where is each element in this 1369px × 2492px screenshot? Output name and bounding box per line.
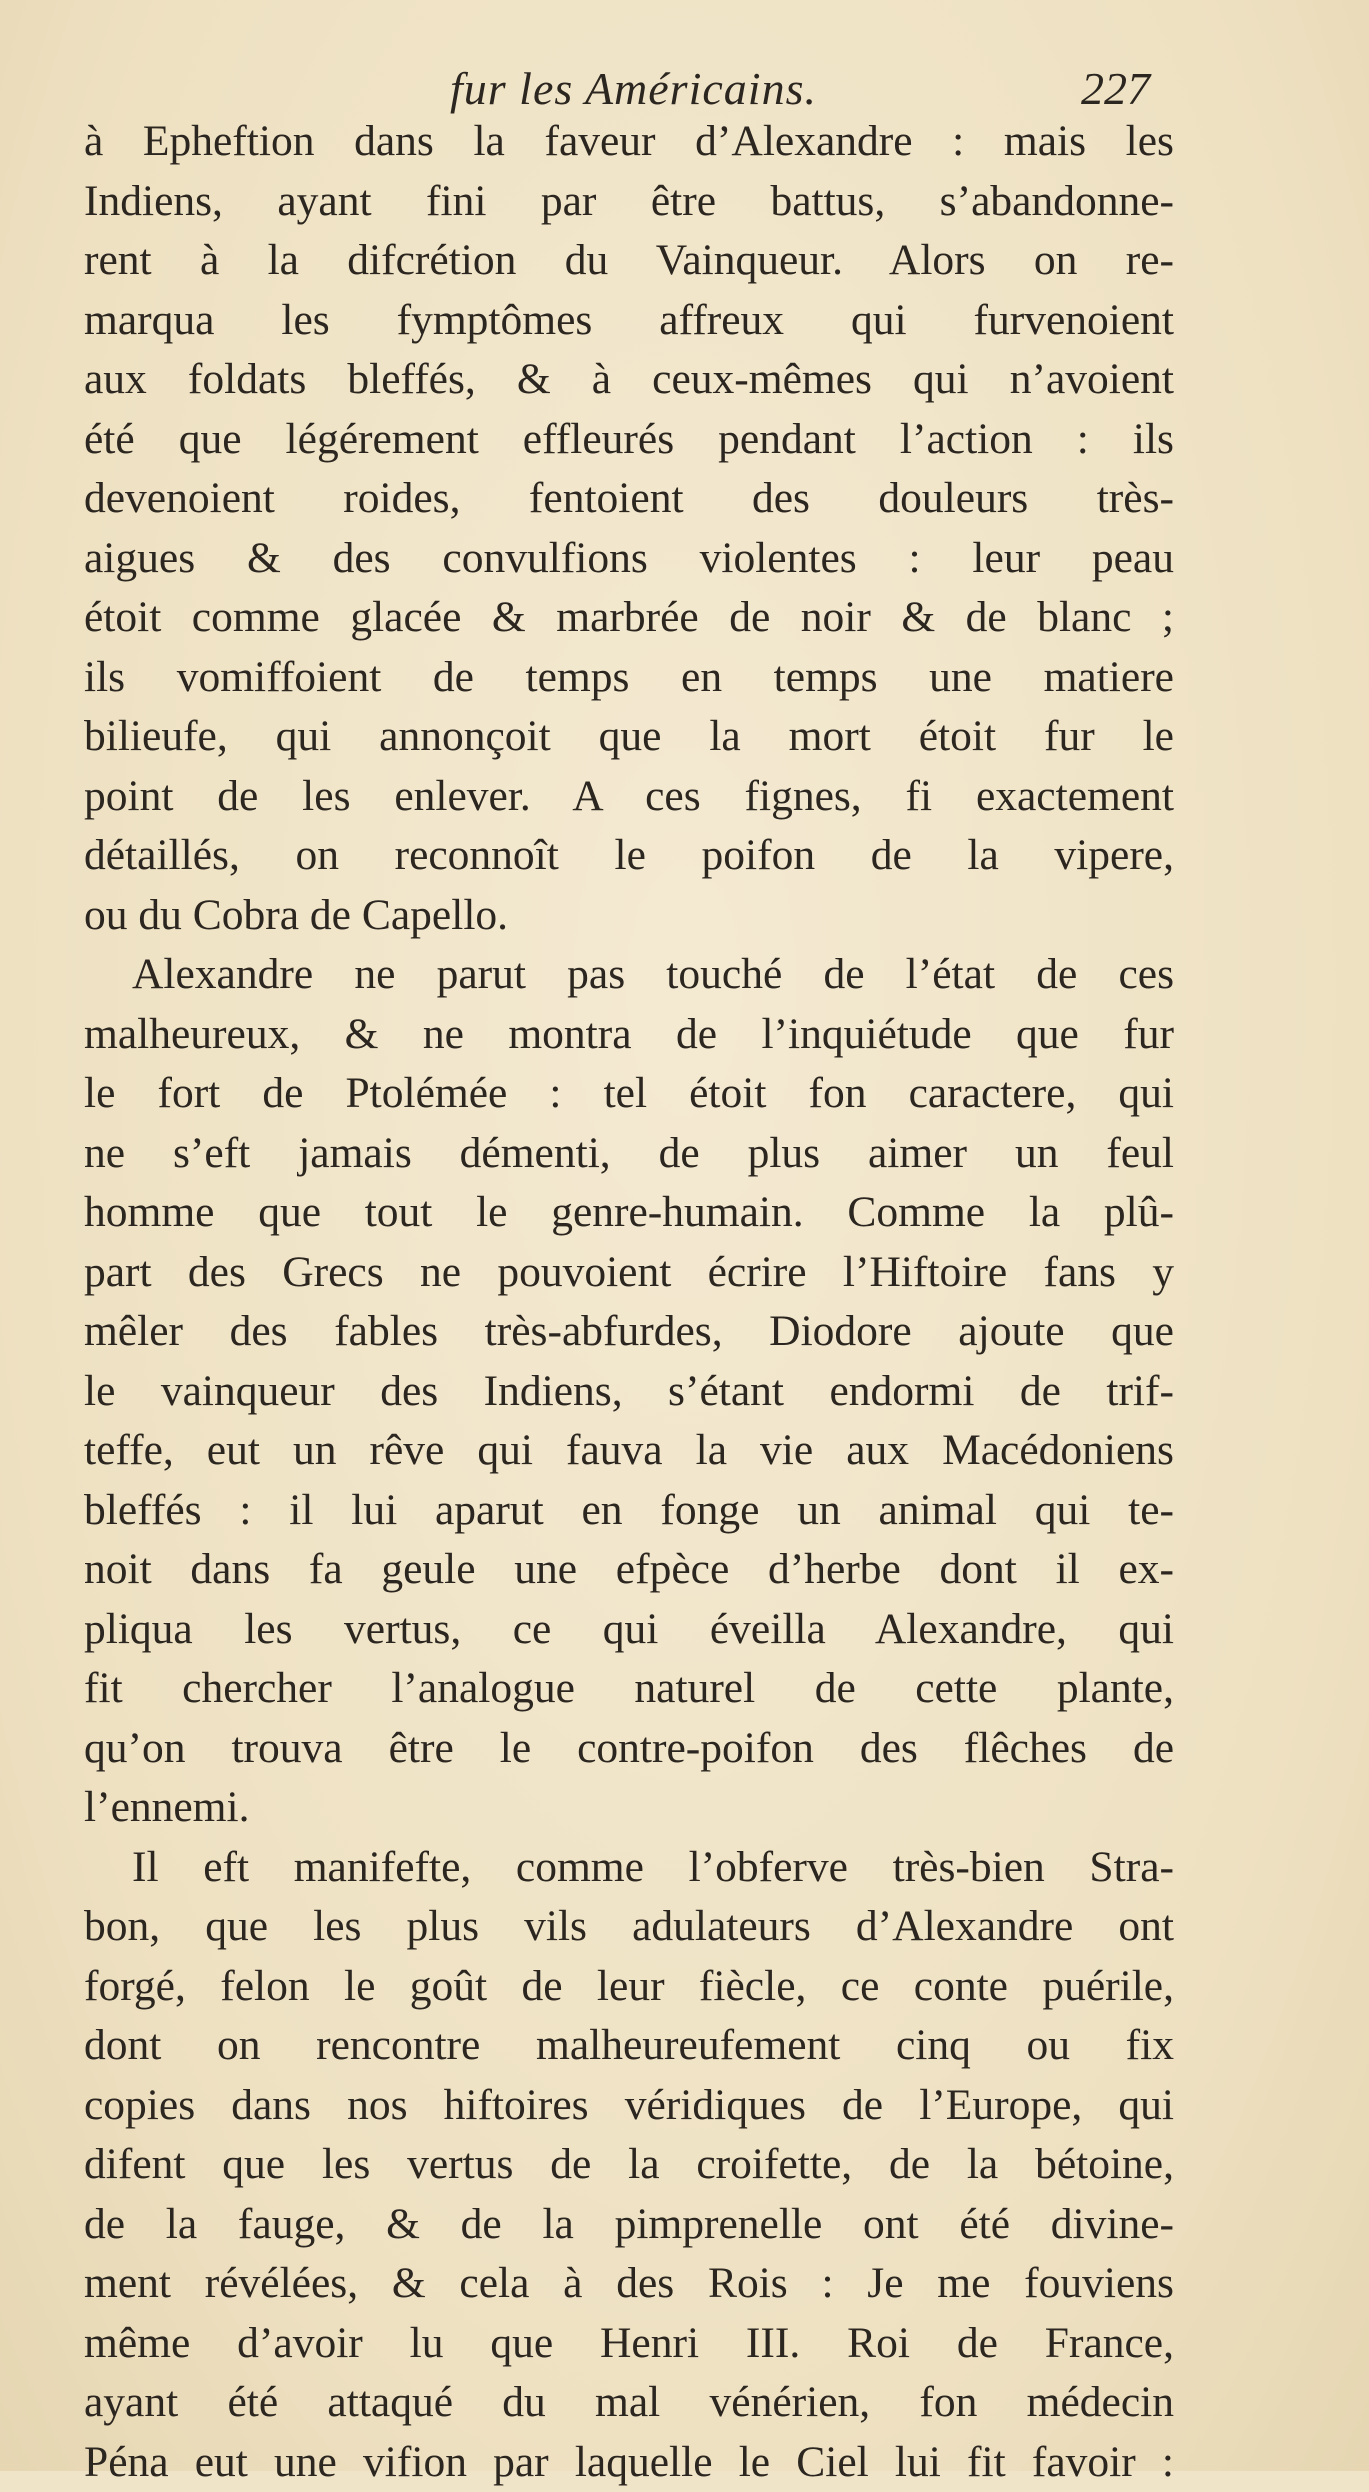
text-line: forgé, felon le goût de leur fiècle, ce conte puérile, <box>84 1957 1174 2017</box>
text-line: copies dans nos hiftoires véridiques de l’Europe, qui <box>84 2076 1174 2136</box>
text-line: Alexandre ne parut pas touché de l’état de ces <box>84 945 1174 1005</box>
text-line: marqua les fymptômes affreux qui furvenoient <box>84 291 1174 351</box>
body-text <box>84 112 1174 2492</box>
text-line: été que légérement effleurés pendant l’action : ils <box>84 410 1174 470</box>
page-number: 227 <box>1081 62 1150 115</box>
text-line: difent que les vertus de la croifette, de la bétoine, <box>84 2135 1174 2195</box>
text-line: bon, que les plus vils adulateurs d’Alexandre ont <box>84 1897 1174 1957</box>
text-line: même d’avoir lu que Henri III. Roi de France, <box>84 2314 1174 2374</box>
text-line: qu’on trouva être le contre-poifon des flêches de <box>84 1719 1174 1779</box>
text-line: Indiens, ayant fini par être battus, s’abandonne- <box>84 172 1174 232</box>
text-line: à Epheftion dans la faveur d’Alexandre : mais les <box>84 112 1174 172</box>
text-line: bleffés : il lui aparut en fonge un animal qui te- <box>84 1481 1174 1541</box>
text-line: ment révélées, & cela à des Rois : Je me fouviens <box>84 2254 1174 2314</box>
text-line: rent à la difcrétion du Vainqueur. Alors on re- <box>84 231 1174 291</box>
text-line: le vainqueur des Indiens, s’étant endormi de trif- <box>84 1362 1174 1422</box>
text-line: ayant été attaqué du mal vénérien, fon médecin <box>84 2373 1174 2433</box>
text-line: l’ennemi. <box>84 1778 1174 1838</box>
text-line: malheureux, & ne montra de l’inquiétude que fur <box>84 1005 1174 1065</box>
text-line: aux foldats bleffés, & à ceux-mêmes qui n’avoient <box>84 350 1174 410</box>
text-line: part des Grecs ne pouvoient écrire l’Hiftoire fans y <box>84 1243 1174 1303</box>
text-line: ne s’eft jamais démenti, de plus aimer un feul <box>84 1124 1174 1184</box>
text-line: pliqua les vertus, ce qui éveilla Alexandre, qui <box>84 1600 1174 1660</box>
text-line: point de les enlever. A ces fignes, fi exactement <box>84 767 1174 827</box>
text-line: le fort de Ptolémée : tel étoit fon caractere, qui <box>84 1064 1174 1124</box>
text-line: Péna eut une vifion par laquelle le Ciel lui fit favoir : <box>84 2433 1174 2492</box>
text-line: Il eft manifefte, comme l’obferve très-bien Stra- <box>84 1838 1174 1898</box>
text-line: fit chercher l’analogue naturel de cette plante, <box>84 1659 1174 1719</box>
text-line: ou du Cobra de Capello. <box>84 886 1174 946</box>
running-title: fur les Américains. <box>450 62 817 115</box>
text-line: dont on rencontre malheureufement cinq ou fix <box>84 2016 1174 2076</box>
text-line: de la fauge, & de la pimprenelle ont été divine- <box>84 2195 1174 2255</box>
text-line: noit dans fa geule une efpèce d’herbe dont il ex- <box>84 1540 1174 1600</box>
text-line: aigues & des convulfions violentes : leur peau <box>84 529 1174 589</box>
text-line: teffe, eut un rêve qui fauva la vie aux Macédoniens <box>84 1421 1174 1481</box>
text-line: étoit comme glacée & marbrée de noir & de blanc ; <box>84 588 1174 648</box>
text-line: devenoient roides, fentoient des douleurs très- <box>84 469 1174 529</box>
text-line: mêler des fables très-abfurdes, Diodore ajoute que <box>84 1302 1174 1362</box>
text-line: ils vomiffoient de temps en temps une matiere <box>84 648 1174 708</box>
text-line: homme que tout le genre-humain. Comme la plû- <box>84 1183 1174 1243</box>
text-line: détaillés, on reconnoît le poifon de la vipere, <box>84 826 1174 886</box>
text-line: bilieufe, qui annonçoit que la mort étoit fur le <box>84 707 1174 767</box>
